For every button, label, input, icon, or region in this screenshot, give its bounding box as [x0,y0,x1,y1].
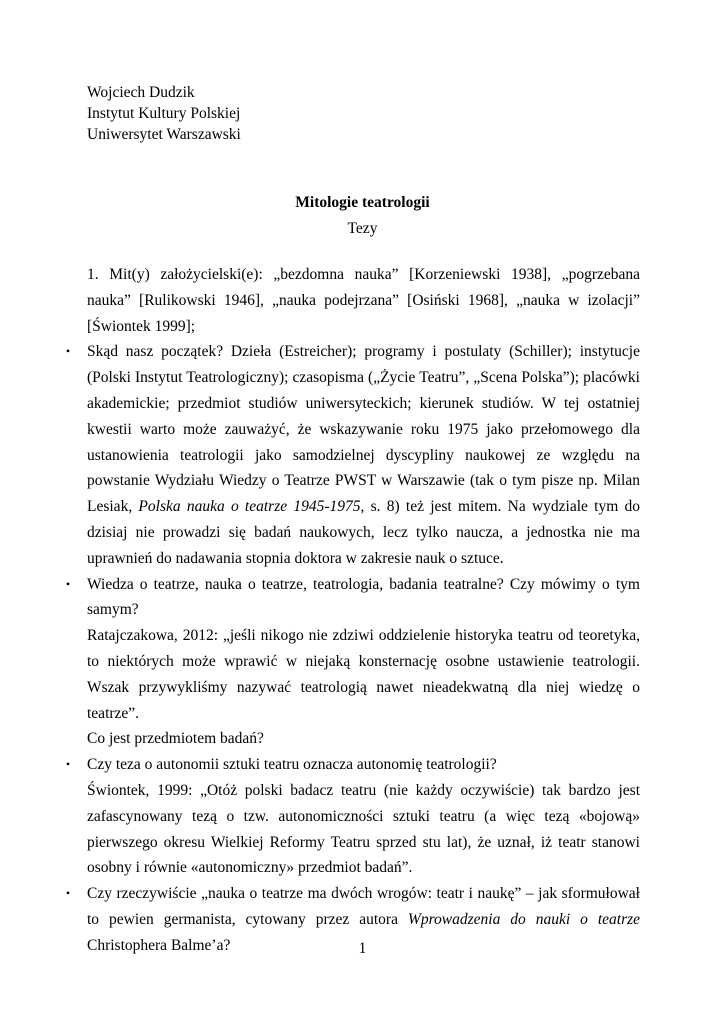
bullet-4-book-title: Wprowadzenia do nauki o teatrze [407,910,641,928]
bullet-1-paragraph [87,339,640,571]
author-block [87,82,241,145]
bullet-2-followup: Co jest przedmiotem badań? [87,730,264,748]
bullet-3-question: Czy teza o autonomii sztuki teatru oznacza autonomię teatrologii? [87,756,497,774]
bullet-4-text-b: Christophera Balme’a? [87,936,231,954]
bullet-3-quote: Świontek, 1999: „Otóż polski badacz teatru (nie każdy oczywiście) tak bardzo jest zafascynowany tezą o tzw. autonomiczności sztuki teatru (a więc tezą «bojową» pierwszego okresu Wielkiej Reformy Teatru sprzed stu lat), że uznał, iż teatr stanowi osobny i równie «autonomiczny» przedmiot badań”. [87,781,640,877]
bullet-icon: • [65,576,71,591]
bullet-icon: • [65,344,71,359]
document-title: Mitologie teatrologii [295,194,430,211]
bullet-icon: • [65,757,71,772]
bullet-1-book-title: Polska nauka o teatrze 1945-1975 [138,498,361,516]
bullet-icon: • [65,886,71,901]
bullet-2-question: Wiedza o teatrze, nauka o teatrze, teatrologia, badania teatralne? Czy mówimy o tym samym? [87,575,640,619]
bullet-1-text-a: Skąd nasz początek? Dzieła (Estreicher); programy i postulaty (Schiller); instytucje (Polski Instytut Teatrologiczny); czasopisma („Życie Teatru”, „Scena Polska”); placówki akademickie; przedmiot studiów uniwersyteckich; kierunek studiów. W tej ostatniej kwestii warto może zauważyć, że wskazywanie roku 1975 jako przełomowego dla ustanowienia teatrologii jako samodzielnej dyscypliny naukowej ze względu na powstanie Wydziału Wiedzy o Teatrze PWST w Warszawie (tak o tym pisze np. Milan Lesiak, [87,343,640,516]
bullet-2-quote: Ratajczakowa, 2012: „jeśli nikogo nie zdziwi oddzielenie historyka teatru od teoretyka, to niektórych może wprawić w niejaką konsternację osobne ustawienie teatrologii. Wszak przywykliśmy nazywać teatrologią nawet nieadekwatną dla niej wiedzę o teatrze”. [87,627,640,722]
bullet-item-1 [65,339,640,571]
bullet-4-text-a: Czy rzeczywiście „nauka o teatrze ma dwóch wrogów: teatr i naukę” – jak sformułował to pewien germanista, cytowany przez autora [87,885,640,928]
author-university: Uniwersytet Warszawski [87,126,241,143]
author-institute: Instytut Kultury Polskiej [87,105,241,122]
title-block [0,190,725,242]
bullet-1-text-b: , s. 8) też jest mitem. Na wydziale tym do dzisiaj nie prowadzi się badań naukowych, lecz tylko naucza, a jednostka nie ma uprawnień do nadawania stopnia doktora w zakresie nauk o sztuce. [87,498,640,567]
bullet-item-2 [65,572,640,753]
document-subtitle: Tezy [347,220,378,237]
author-name: Wojciech Dudzik [87,84,195,101]
point-1: 1. Mit(y) założycielski(e): „bezdomna nauka” [Korzeniewski 1938], „pogrzebana nauka” [Rulikowski 1946], „nauka podejrzana” [Osiński 1968], „nauka w izolacji” [Świontek 1999]; [87,266,640,335]
bullet-item-3 [65,752,640,881]
document-body [65,262,641,959]
page-number: 1 [358,940,367,957]
